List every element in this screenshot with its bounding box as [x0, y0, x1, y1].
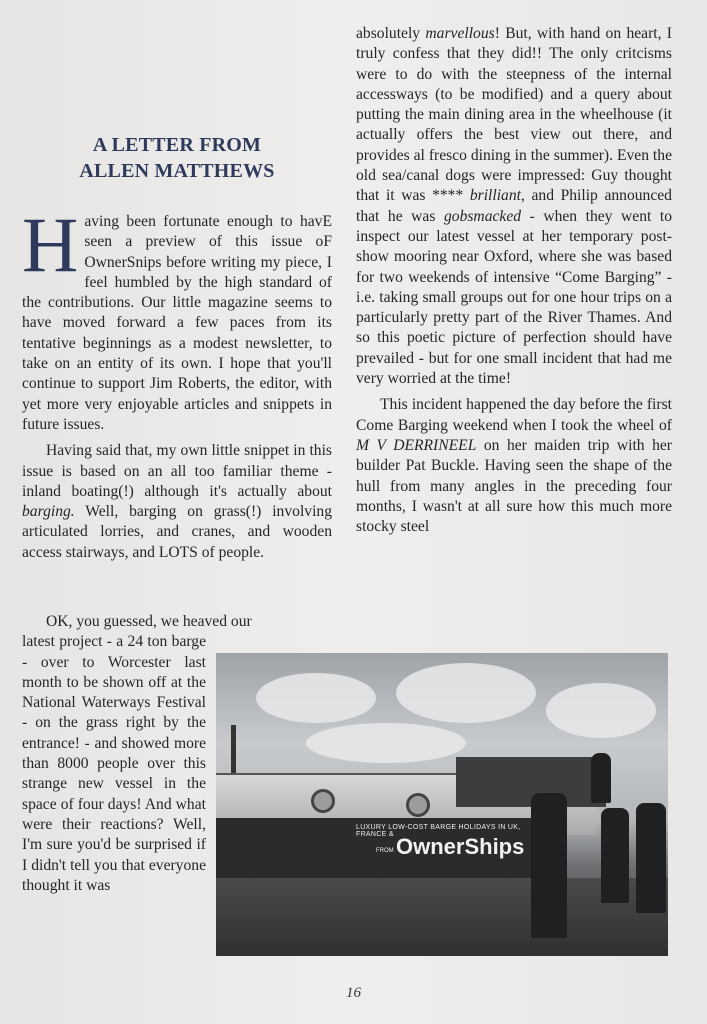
banner-tagline: LUXURY LOW-COST BARGE HOLIDAYS IN UK, FRANCE & [356, 824, 521, 838]
p5-text-a: This incident happened the day before the first Come Barging weekend when I took the wheel of [356, 396, 672, 434]
cloud [546, 683, 656, 738]
cloud [256, 673, 376, 723]
left-column [22, 132, 332, 563]
paragraph-4 [356, 24, 672, 389]
p4-emphasis-1: marvellous [425, 25, 495, 42]
paragraph-2-text-a: Having said that, my own little snippet in this issue is based on an all too familiar theme - inland boating(!) although it's actually about [22, 442, 332, 500]
ownerships-banner [216, 818, 546, 878]
paragraph-3-start: OK, you guessed, we heaved our [46, 613, 252, 630]
porthole [406, 793, 430, 817]
right-column [356, 24, 672, 537]
p4-emphasis-2: brilliant [469, 187, 521, 205]
paragraph-5 [356, 395, 672, 537]
barge-photo [216, 653, 668, 956]
p4-text-c: , and Philip announced that he was [356, 187, 672, 225]
paragraph-1 [22, 201, 332, 435]
title-line-2: ALLEN MATTHEWS [79, 160, 275, 182]
paragraph-2-emphasis: barging. [22, 503, 75, 521]
banner-brand: OwnerShips [396, 834, 525, 859]
page-number: 16 [346, 985, 361, 1001]
p4-text-a: absolutely [356, 25, 426, 42]
person-silhouette [591, 753, 611, 803]
paragraph-1-text: aving been fortunate enough to havE seen a preview of this issue oF OwnerSnips before writing my piece, I feel humbled by the high standard of the contributions. Our little magazine seems to have moved forward a few paces from its tentative beginnings as a modest newsletter, to take on an entity of its own. I hope that you'll continue to support Jim Roberts, the editor, with yet more very enjoyable articles and snippets in future issues. [22, 213, 332, 433]
porthole [311, 789, 335, 813]
p4-emphasis-3: gobsmacked [443, 207, 522, 225]
cloud [306, 723, 466, 763]
paragraph-2 [22, 441, 332, 563]
paragraph-3-continued: latest project - a 24 ton barge - over to Worcester last month to be shown off at the National Waterways Festival - on the grass right by the entrance! - and showed more than 8000 people over this strange new vessel in the space of four days! And what were their reactions? Well, I'm sure you'd be surprised if I didn't tell you that everyone thought it was [22, 633, 206, 894]
p4-text-d: - when they went to inspect our latest vessel at her temporary post-show mooring near Oxford, where she was based for two weekends of intensive “Come Barging” - i.e. taking small groups out for one hour trips on a particularly pretty part of the River Thames. And so this poetic picture of perfection should have prevailed - but for one small incident that had me very worried at the time! [356, 207, 672, 388]
banner-from: FROM [376, 848, 394, 854]
drop-cap: H [22, 201, 79, 288]
title-line-1: A LETTER FROM [92, 134, 262, 156]
paragraph-2-text-b: Well, barging on grass(!) involving articulated lorries, and cranes, and wooden access stairways, and LOTS of people. [22, 503, 332, 561]
cloud [396, 663, 536, 723]
barge-mast [231, 725, 236, 775]
person-silhouette [601, 808, 629, 903]
p5-emphasis: M V DERRINEEL [356, 436, 477, 454]
p4-text-b: ! But, with hand on heart, I truly confess that they did!! The only critcisms were to do with the steepness of the internal accessways (to be modified) and a query about putting the main dining area in the wheelhouse (it actually offers the best view out there, and provides al fresco dining in the summer). Even the old sea/canal dogs were impressed: Guy thought that it was **** [356, 25, 672, 205]
article-title [22, 132, 332, 184]
person-silhouette [636, 803, 666, 913]
person-silhouette [531, 793, 567, 938]
p5-text-b: on her maiden trip with her builder Pat Buckle. Having seen the shape of the hull from many angles in the preceding four months, I wasn't at all sure how this much more stocky steel [356, 436, 672, 536]
